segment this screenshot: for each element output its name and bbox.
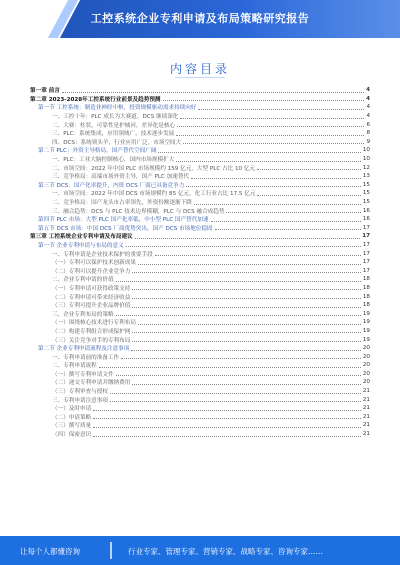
toc-leader-dots <box>155 255 361 256</box>
toc-entry-page: 21 <box>362 388 370 395</box>
toc-leader-dots <box>180 118 364 119</box>
toc-leader-dots <box>99 367 361 368</box>
toc-leader-dots <box>135 238 361 239</box>
toc-entry-title: 二、市场空间：2022 年中国 PLC 市场规模约 159 亿元，大型 PLC 占比 10 亿元 <box>52 165 256 172</box>
toc-leader-dots <box>116 315 361 316</box>
toc-entry-title: （三）撰写质量 <box>52 423 92 430</box>
toc-leader-dots <box>138 264 361 265</box>
toc-entry-title: （二）递交专利申请并缴纳费用 <box>52 380 131 387</box>
toc-entry-title: 二、企业专利申请的价值 <box>52 277 114 284</box>
toc-entry-title: （一）围绕核心技术进行专利布局 <box>52 320 136 327</box>
toc-leader-dots <box>93 410 361 411</box>
toc-entry[interactable] <box>30 86 370 95</box>
toc-entry[interactable] <box>30 232 370 241</box>
toc-entry-title: （一）专利可以保护技术创新成果 <box>52 260 136 267</box>
toc-entry-title: （一）撰写专利申请文件 <box>52 371 114 378</box>
toc-entry-page: 16 <box>362 216 370 223</box>
toc-entry-page: 9 <box>366 138 370 145</box>
toc-leader-dots <box>215 229 361 230</box>
toc-entry-page: 16 <box>362 207 370 214</box>
toc-entry-title: （三）专利可提升企业品牌价值 <box>52 303 131 310</box>
toc-leader-dots <box>211 221 361 222</box>
toc-entry-title: （一）专利申请可获得政策支持 <box>52 285 131 292</box>
toc-leader-dots <box>110 401 361 402</box>
toc-leader-dots <box>191 178 361 179</box>
toc-entry[interactable] <box>30 249 370 258</box>
toc-entry-page: 4 <box>366 104 370 111</box>
toc-entry-title: （三）关注竞争对手的专利布局 <box>52 337 131 344</box>
toc-leader-dots <box>198 109 364 110</box>
toc-leader-dots <box>194 204 361 205</box>
toc-entry[interactable] <box>30 395 370 404</box>
toc-entry[interactable] <box>30 361 370 370</box>
toc-entry-page: 21 <box>362 405 370 412</box>
toc-entry-title: 第二节 PLC：外资主导格局，国产替代空间广阔 <box>38 148 157 155</box>
toc-entry[interactable] <box>30 215 370 224</box>
table-of-contents <box>30 86 370 438</box>
toc-entry[interactable] <box>30 146 370 155</box>
toc-entry[interactable] <box>30 112 370 121</box>
toc-entry-page: 20 <box>362 370 370 377</box>
toc-entry[interactable] <box>30 172 370 181</box>
toc-entry-title: 二、竞争格局：国产龙头市占率领先，外资份额逐渐下降 <box>52 200 192 207</box>
toc-entry-page: 18 <box>362 302 370 309</box>
toc-leader-dots <box>132 289 361 290</box>
toc-entry-title: 一、工控十年：PLC 成长为大赛道，DCS 继续深化 <box>52 114 179 121</box>
toc-entry[interactable] <box>30 404 370 413</box>
toc-entry-page: 21 <box>362 422 370 429</box>
toc-entry[interactable] <box>30 155 370 164</box>
toc-entry-page: 21 <box>362 413 370 420</box>
toc-entry[interactable] <box>30 327 370 336</box>
toc-leader-dots <box>132 307 361 308</box>
toc-leader-dots <box>257 195 360 196</box>
toc-entry-page: 19 <box>362 327 370 334</box>
toc-entry-title: 四、DCS：系统领头羊，行业应用广泛，市场空间大 <box>52 139 182 146</box>
toc-entry-page: 20 <box>362 345 370 352</box>
toc-entry-title: （三）专利审查与授权 <box>52 389 108 396</box>
toc-leader-dots <box>121 358 361 359</box>
toc-entry-page: 17 <box>362 259 370 266</box>
toc-entry-page: 21 <box>362 396 370 403</box>
toc-heading-underline <box>175 77 225 78</box>
toc-entry-page: 17 <box>362 267 370 274</box>
toc-leader-dots <box>257 169 361 170</box>
toc-entry-title: 第四节 PLC 市场：大型 PLC 国产化率低，中小型 PLC 国产替代加速 <box>38 217 209 224</box>
toc-entry-title: 一、PLC：工业大脑控制核心，国内市场规模扩大 <box>52 157 175 164</box>
toc-entry[interactable] <box>30 103 370 112</box>
toc-entry-title: 三、PLC：系统集成，应用领域广，技术逐步发展 <box>52 131 175 138</box>
toc-leader-dots <box>132 332 361 333</box>
toc-leader-dots <box>132 384 361 385</box>
toc-entry-title: 一、市场空间：2022 年中国 DCS 市场规模约 85 亿元，化工行业占比 17.5 亿元 <box>52 191 256 198</box>
toc-entry[interactable] <box>30 370 370 379</box>
toc-entry-title: 第二节 企业专利申请流程及注意事项 <box>38 346 130 353</box>
toc-leader-dots <box>131 350 361 351</box>
toc-leader-dots <box>132 298 361 299</box>
toc-entry-page: 15 <box>362 181 370 188</box>
footer-divider <box>110 542 112 559</box>
toc-entry-title: 第五节 DCS 市场：中国 DCS 厂商优势突出，国产 DCS 市场地位稳固 <box>38 225 213 232</box>
toc-entry[interactable] <box>30 163 370 172</box>
toc-leader-dots <box>93 418 361 419</box>
toc-leader-dots <box>177 126 364 127</box>
toc-entry-page: 10 <box>362 156 370 163</box>
toc-entry-title: （四）保密意识 <box>52 432 92 439</box>
toc-entry-title: （二）申请策略 <box>52 414 92 421</box>
toc-entry[interactable] <box>30 378 370 387</box>
toc-entry-page: 13 <box>362 173 370 180</box>
toc-entry[interactable] <box>30 318 370 327</box>
toc-entry[interactable] <box>30 275 370 284</box>
toc-leader-dots <box>176 161 361 162</box>
toc-entry-page: 19 <box>362 310 370 317</box>
toc-entry-page: 6 <box>366 121 370 128</box>
toc-entry-page: 15 <box>362 190 370 197</box>
toc-entry-page: 4 <box>366 95 370 102</box>
toc-entry[interactable] <box>30 430 370 439</box>
toc-entry-title: 一、专利申请是企业技术保护的重要手段 <box>52 251 153 258</box>
toc-entry-page: 19 <box>362 319 370 326</box>
toc-entry-title: 第一节 工控系统：制造业神经中枢，投资规模驱动需求持续向好 <box>38 105 197 112</box>
toc-entry[interactable] <box>30 292 370 301</box>
toc-entry[interactable] <box>30 284 370 293</box>
footer-brand: 让每个人都懂咨询 <box>20 547 80 556</box>
toc-entry[interactable] <box>30 309 370 318</box>
toc-leader-dots <box>116 375 361 376</box>
toc-entry-title: （二）构建专利组合形成保护网 <box>52 328 131 335</box>
toc-leader-dots <box>138 324 361 325</box>
toc-entry-page: 8 <box>366 130 370 137</box>
toc-entry[interactable] <box>30 224 370 233</box>
toc-entry-title: 第三章 工控系统企业专利申请及布局建议 <box>30 234 133 241</box>
toc-entry[interactable] <box>30 120 370 129</box>
toc-entry-page: 20 <box>362 379 370 386</box>
toc-leader-dots <box>163 100 365 101</box>
toc-entry-page: 17 <box>362 224 370 231</box>
toc-entry[interactable] <box>30 344 370 353</box>
page-header <box>0 0 400 38</box>
toc-entry-title: 三、专利申请注意事项 <box>52 397 108 404</box>
toc-leader-dots <box>126 246 361 247</box>
toc-entry-title: 二、大赛：柱状，可靠性是护城河，差异化是核心 <box>52 122 176 129</box>
page-footer <box>0 536 400 565</box>
toc-entry[interactable] <box>30 335 370 344</box>
toc-entry-page: 18 <box>362 293 370 300</box>
toc-entry-title: 第二章 2023-2028年工控系统行业前景及趋势预测 <box>30 96 161 103</box>
toc-entry-title: 三、企业专利布局的策略 <box>52 311 114 318</box>
toc-leader-dots <box>110 393 361 394</box>
toc-entry[interactable] <box>30 181 370 190</box>
toc-leader-dots <box>62 92 364 93</box>
toc-entry-page: 18 <box>362 284 370 291</box>
toc-entry[interactable] <box>30 413 370 422</box>
toc-entry-title: （二）专利可以提升企业竞争力 <box>52 268 131 275</box>
toc-entry[interactable] <box>30 421 370 430</box>
toc-entry[interactable] <box>30 189 370 198</box>
toc-leader-dots <box>132 272 361 273</box>
toc-entry-title: （一）及时申请 <box>52 406 92 413</box>
toc-entry-page: 17 <box>362 233 370 240</box>
toc-entry-title: 第三节 DCS：国产化率提升，内资 DCS 厂商已具备竞争力 <box>38 182 185 189</box>
toc-leader-dots <box>93 436 361 437</box>
toc-entry[interactable] <box>30 352 370 361</box>
toc-entry-page: 17 <box>362 241 370 248</box>
toc-entry-page: 20 <box>362 353 370 360</box>
toc-entry[interactable] <box>30 241 370 250</box>
toc-entry-page: 4 <box>366 87 370 94</box>
toc-entry[interactable] <box>30 258 370 267</box>
toc-entry[interactable] <box>30 95 370 104</box>
toc-leader-dots <box>93 427 361 428</box>
toc-heading: 内容目录 <box>169 62 230 76</box>
toc-leader-dots <box>176 135 364 136</box>
toc-leader-dots <box>132 341 361 342</box>
toc-entry-page: 15 <box>362 199 370 206</box>
toc-entry[interactable] <box>30 138 370 147</box>
toc-entry[interactable] <box>30 198 370 207</box>
toc-entry[interactable] <box>30 129 370 138</box>
toc-entry-title: （二）专利申请可带来经济收益 <box>52 294 131 301</box>
toc-entry-page: 12 <box>362 164 370 171</box>
toc-entry-page: 17 <box>362 250 370 257</box>
toc-leader-dots <box>183 143 364 144</box>
toc-entry-page: 21 <box>362 431 370 438</box>
toc-entry-page: 10 <box>362 147 370 154</box>
toc-entry-title: 第一节 企业专利申请与布局的意义 <box>38 242 124 249</box>
toc-entry-page: 4 <box>366 113 370 120</box>
report-title: 工控系统企业专利申请及布局策略研究报告 <box>90 12 310 25</box>
toc-entry-page: 18 <box>362 276 370 283</box>
toc-entry-page: 20 <box>362 362 370 369</box>
toc-leader-dots <box>186 186 361 187</box>
toc-entry[interactable] <box>30 206 370 215</box>
toc-leader-dots <box>116 281 361 282</box>
toc-entry-title: 二、专利申请流程 <box>52 363 97 370</box>
toc-entry-page: 19 <box>362 336 370 343</box>
footer-tagline: 行业专家、管理专家、营销专家、战略专家、咨询专家…… <box>128 547 323 556</box>
toc-entry-title: 三、竞争格局：高端市场外资主导，国产 PLC 加速替代 <box>52 174 190 181</box>
toc-leader-dots <box>158 152 360 153</box>
toc-entry[interactable] <box>30 387 370 396</box>
toc-entry-title: 第一章 前言 <box>30 88 60 95</box>
toc-leader-dots <box>226 212 360 213</box>
toc-entry-title: 一、专利申请前的准备工作 <box>52 354 120 361</box>
toc-entry-title: 三、融合趋势：DCS 与 PLC 技术边界模糊，PLC 与 DCS 融合成趋势 <box>52 208 225 215</box>
toc-entry[interactable] <box>30 301 370 310</box>
toc-entry[interactable] <box>30 266 370 275</box>
